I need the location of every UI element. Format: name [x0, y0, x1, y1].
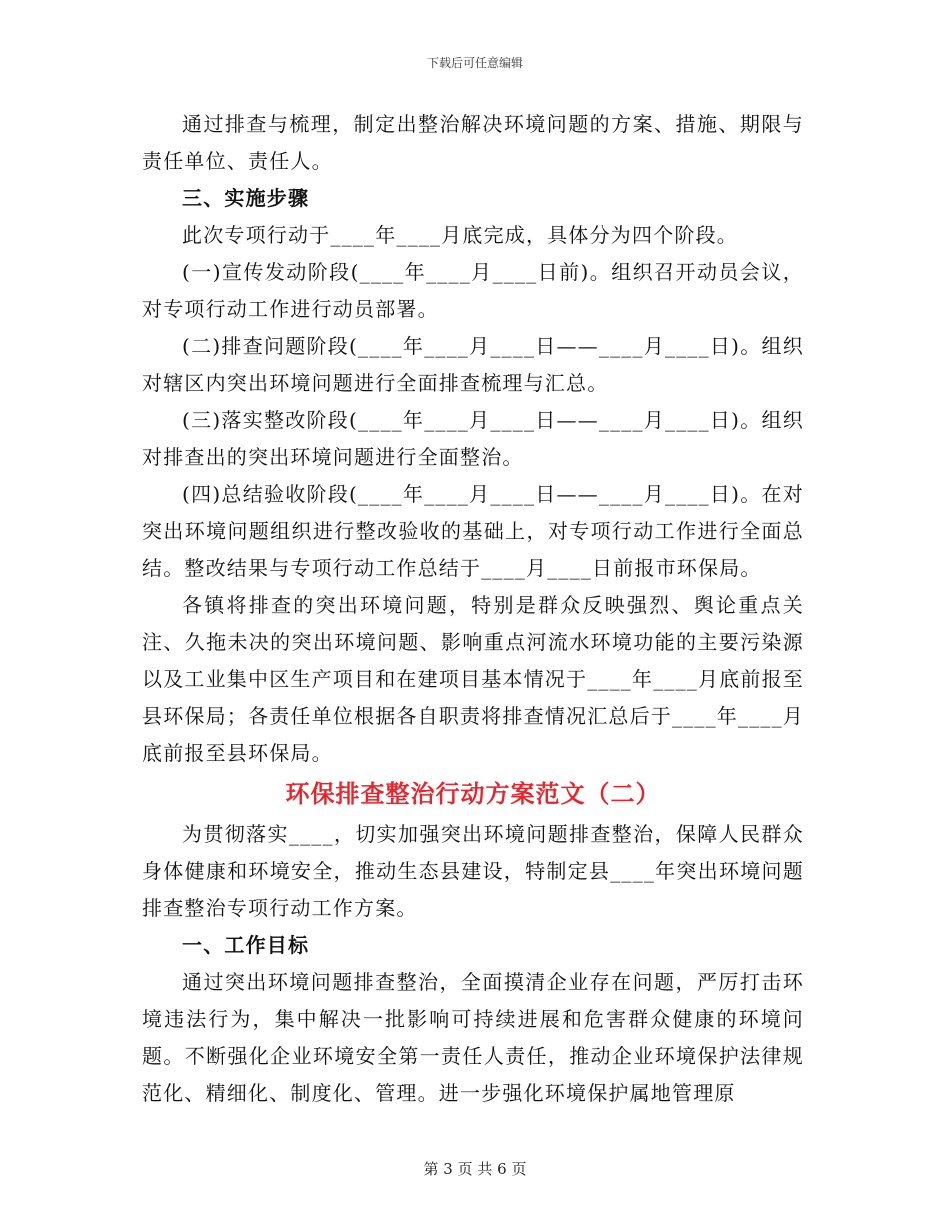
paragraph-reporting: 各镇将排查的突出环境问题，特别是群众反映强烈、舆论重点关注、久拖未决的突出环境问题、影响重点河流水环境功能的主要污染源以及工业集中区生产项目和在建项目基本情况于____年____月底前报至县环保局；各责任单位根据各自职责将排查情况汇总后于____年____月底前报至县环保局。 [142, 593, 804, 765]
page-header-note: 下载后可任意编辑 [426, 56, 523, 70]
paragraph-stage-3: (三)落实整改阶段(____年____月____日——____月____日)。组织对排查出的突出环境问题进行全面整治。 [142, 408, 804, 469]
heading-implementation-steps: 三、实施步骤 [182, 186, 310, 210]
page-number-footer: 第 3 页 共 6 页 [423, 1160, 527, 1178]
paragraph-stage-1: (一)宣传发动阶段(____年____月____日前)。组织召开动员会议，对专项行动工作进行动员部署。 [142, 260, 804, 321]
paragraph-intro: 通过排查与梳理，制定出整治解决环境问题的方案、措施、期限与责任单位、责任人。 [142, 112, 804, 173]
section-title-2: 环保排查整治行动方案范文（二） [285, 779, 661, 808]
paragraph-schedule: 此次专项行动于____年____月底完成，具体分为四个阶段。 [182, 223, 738, 247]
document-body [142, 106, 804, 1112]
paragraph-stage-4: (四)总结验收阶段(____年____月____日——____月____日)。在对突出环境问题组织进行整改验收的基础上，对专项行动工作进行全面总结。整改结果与专项行动工作总结于____月____日前报市环保局。 [142, 482, 804, 580]
paragraph-purpose: 为贯彻落实____，切实加强突出环境问题排查整治，保障人民群众身体健康和环境安全，推动生态县建设，特制定县____年突出环境问题排查整治专项行动工作方案。 [142, 822, 804, 920]
paragraph-goal: 通过突出环境问题排查整治，全面摸清企业存在问题，严厉打击环境违法行为，集中解决一批影响可持续进展和危害群众健康的环境问题。不断强化企业环境安全第一责任人责任，推动企业环境保护法律规范化、精细化、制度化、管理。进一步强化环境保护属地管理原 [142, 970, 804, 1105]
paragraph-stage-2: (二)排查问题阶段(____年____月____日——____月____日)。组织对辖区内突出环境问题进行全面排查梳理与汇总。 [142, 334, 804, 395]
heading-work-goal: 一、工作目标 [182, 933, 310, 957]
